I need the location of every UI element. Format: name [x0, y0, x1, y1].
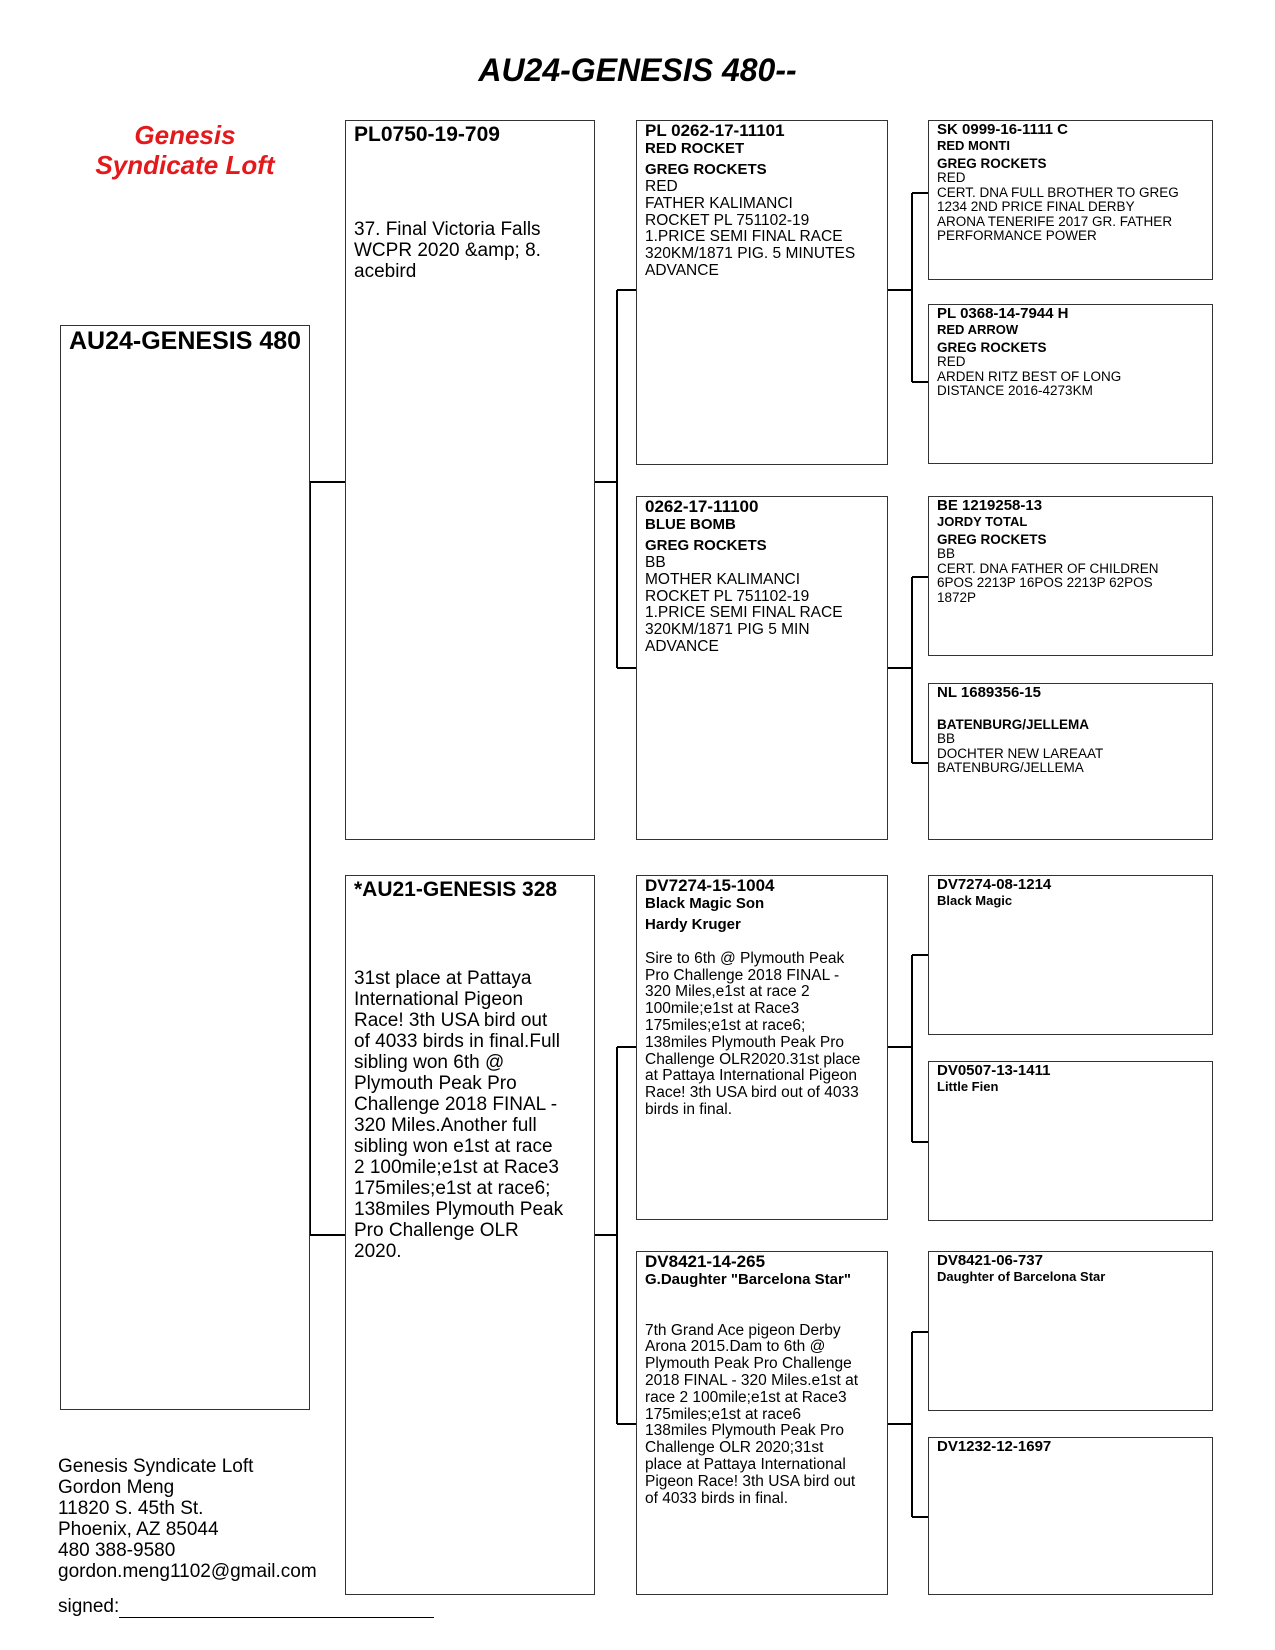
sire-box — [345, 120, 595, 840]
gen3-box-4 — [928, 683, 1213, 840]
gen2-name: BLUE BOMB — [645, 516, 736, 533]
gen2-breeder: GREG ROCKETS — [645, 537, 767, 554]
connector-g2-1 — [886, 193, 928, 382]
gen2-box-1 — [636, 120, 888, 465]
gen3-box-2 — [928, 304, 1213, 464]
title-text: AU24-GENESIS 480-- — [478, 52, 797, 88]
gen3-notes: RED ARDEN RITZ BEST OF LONG DISTANCE 2016-4273KM — [937, 354, 1122, 398]
connector-sire — [595, 290, 636, 668]
dam-box — [345, 875, 595, 1595]
gen2-id: 0262-17-11100 — [645, 497, 759, 516]
gen3-id: DV7274-08-1214 — [937, 876, 1052, 893]
gen3-id: SK 0999-16-1111 C — [937, 121, 1068, 138]
subject-box — [60, 325, 310, 1410]
gen2-notes: RED FATHER KALIMANCI ROCKET PL 751102-19 1.PRICE SEMI FINAL RACE 320KM/1871 PIG. 5 MINUTES ADVANCE — [645, 178, 856, 279]
gen3-breeder: BATENBURG/JELLEMA — [937, 717, 1090, 732]
connector-g2-2 — [886, 577, 928, 763]
gen3-breeder: GREG ROCKETS — [937, 340, 1047, 355]
brand-line-1: Genesis — [134, 120, 236, 150]
gen3-name: RED MONTI — [937, 138, 1010, 153]
gen3-name: Little Fien — [937, 1079, 999, 1094]
dam-id: *AU21-GENESIS 328 — [354, 878, 558, 901]
gen3-breeder: GREG ROCKETS — [937, 532, 1047, 547]
gen2-id: PL 0262-17-11101 — [645, 121, 785, 140]
gen3-id: BE 1219258-13 — [937, 497, 1043, 514]
gen3-name: Black Magic — [937, 893, 1013, 908]
connector-g2-4 — [886, 1332, 928, 1517]
gen3-box-7 — [928, 1251, 1213, 1411]
connector-dam — [595, 1047, 636, 1424]
gen3-box-6 — [928, 1061, 1213, 1221]
gen2-breeder: Hardy Kruger — [645, 916, 741, 933]
gen3-notes: BB CERT. DNA FATHER OF CHILDREN 6POS 2213P 16POS 2213P 62POS 1872P — [937, 546, 1159, 605]
gen3-id: DV1232-12-1697 — [937, 1438, 1052, 1455]
gen2-notes: Sire to 6th @ Plymouth Peak Pro Challenge 2018 FINAL - 320 Miles,e1st at race 2 100mile;e1st at Race3 175miles;e1st at race6; 138miles Plymouth Peak Pro Challenge OLR2020.31st place at Pattaya International Pigeon Race! 3th USA bird out of 4033 birds in final. — [645, 949, 861, 1118]
gen3-box-8 — [928, 1437, 1213, 1595]
gen3-name: RED ARROW — [937, 322, 1019, 337]
gen2-breeder: GREG ROCKETS — [645, 161, 767, 178]
gen2-id: DV7274-15-1004 — [645, 876, 775, 895]
subject-id: AU24-GENESIS 480 — [69, 327, 302, 355]
pedigree-title — [0, 52, 1275, 89]
connector-subject-parents — [310, 482, 345, 1235]
gen2-notes: BB MOTHER KALIMANCI ROCKET PL 751102-19 1.PRICE SEMI FINAL RACE 320KM/1871 PIG 5 MIN ADVANCE — [645, 554, 843, 655]
connector-g2-3 — [886, 955, 928, 1142]
gen2-id: DV8421-14-265 — [645, 1252, 766, 1271]
gen3-box-1 — [928, 120, 1213, 280]
gen3-id: DV0507-13-1411 — [937, 1062, 1051, 1079]
sire-id: PL0750-19-709 — [354, 123, 500, 146]
sire-notes: 37. Final Victoria Falls WCPR 2020 &amp; 8. acebird — [354, 219, 541, 282]
dam-notes: 31st place at Pattaya International Pigeon Race! 3th USA bird out of 4033 birds in final.Full sibling won 6th @ Plymouth Peak Pro Challenge 2018 FINAL - 320 Miles.Another full sibling won e1st at race 2 100mile;e1st at Race3 175miles;e1st at race6; 138miles Plymouth Peak Pro Challenge OLR 2020. — [354, 968, 564, 1262]
gen2-box-2 — [636, 496, 888, 840]
gen3-id: PL 0368-14-7944 H — [937, 305, 1069, 322]
signature-line — [119, 1599, 434, 1618]
brand-line-2: Syndicate Loft — [95, 150, 275, 180]
gen2-box-3 — [636, 875, 888, 1220]
loft-brand — [60, 120, 310, 180]
gen3-notes: BB DOCHTER NEW LAREAAT BATENBURG/JELLEMA — [937, 731, 1104, 775]
gen3-breeder: GREG ROCKETS — [937, 156, 1047, 171]
gen3-id: DV8421-06-737 — [937, 1252, 1043, 1269]
gen2-name: G.Daughter "Barcelona Star" — [645, 1271, 851, 1288]
gen2-name: Black Magic Son — [645, 895, 765, 912]
gen3-name: Daughter of Barcelona Star — [937, 1269, 1106, 1284]
signature-field — [58, 1596, 434, 1618]
gen3-id: NL 1689356-15 — [937, 684, 1041, 701]
gen2-notes: 7th Grand Ace pigeon Derby Arona 2015.Dam to 6th @ Plymouth Peak Pro Challenge 2018 FINAL - 320 Miles.e1st at race 2 100mile;e1st at Race3 175miles;e1st at race6 138miles Plymouth Peak Pro Challenge OLR 2020;31st place at Pattaya International Pigeon Race! 3th USA bird out of 4033 birds in final. — [645, 1321, 859, 1507]
signed-label: signed: — [58, 1596, 120, 1617]
gen2-name: RED ROCKET — [645, 140, 745, 157]
gen2-box-4 — [636, 1251, 888, 1595]
gen3-box-5 — [928, 875, 1213, 1035]
gen3-notes: RED CERT. DNA FULL BROTHER TO GREG 1234 2ND PRICE FINAL DERBY ARONA TENERIFE 2017 GR. FATHER PERFORMANCE POWER — [937, 170, 1179, 243]
contact-info: Genesis Syndicate Loft Gordon Meng 11820 S. 45th St. Phoenix, AZ 85044 480 388-9580 gordon.meng1102@gmail.com — [58, 1456, 317, 1582]
gen3-box-3 — [928, 496, 1213, 656]
gen3-name: JORDY TOTAL — [937, 514, 1028, 529]
